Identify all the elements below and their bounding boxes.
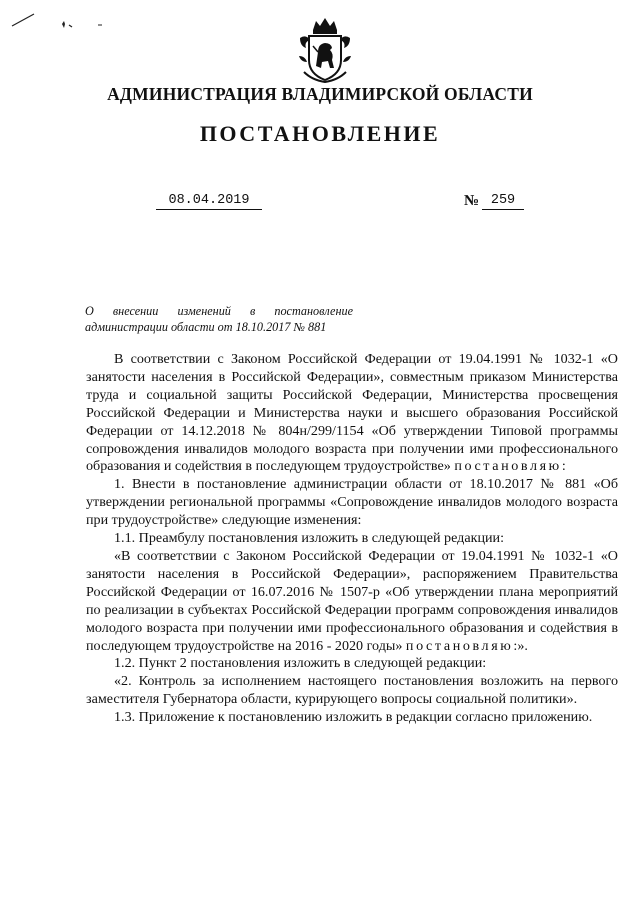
paragraph-item-1-2: 1.2. Пункт 2 постановления изложить в следующей редакции: <box>114 655 487 672</box>
paragraph-preamble <box>86 351 618 476</box>
subject-line-1: О внесении изменений в постановление <box>85 304 353 318</box>
decree-word: постановляю <box>454 458 562 475</box>
handwritten-marks <box>10 8 110 38</box>
preamble-text: В соответствии с Законом Российской Федерации от 19.04.1991 № 1032-1 «О занятости населения в Российской Федерации», совместным приказом Министерства труда и социальной защиты Российской Федерации, Министерства просвещения Российской Федерации и Министерства науки и высшего образования Российской Федерации от 14.12.2018 № 804н/299/1154 «Об утверждении Типовой программы сопровождения инвалидов молодого возраста при получении ими профессионального образования и содействия в последующем трудоустройстве» <box>86 351 618 475</box>
paragraph-control-clause: «2. Контроль за исполнением настоящего постановления возложить на первого заместителя Губернатора области, курирующего вопросы социальной политики». <box>86 673 618 708</box>
document-subject <box>85 304 353 335</box>
coat-of-arms-icon <box>296 16 354 84</box>
paragraph-item-1: 1. Внести в постановление администрации области от 18.10.2017 № 881 «Об утверждении региональной программы «Сопровождение инвалидов молодого возраста при трудоустройстве» следующие изменения: <box>86 476 618 529</box>
subject-line-2: администрации области от 18.10.2017 № 881 <box>85 319 327 334</box>
document-date: 08.04.2019 <box>156 192 262 210</box>
new-preamble-end: :». <box>513 637 528 654</box>
document-number: 259 <box>482 192 524 210</box>
paragraph-new-preamble <box>86 548 618 655</box>
document-body <box>86 351 618 727</box>
paragraph-item-1-1: 1.1. Преамбулу постановления изложить в следующей редакции: <box>114 530 504 547</box>
new-decree-word: постановляю <box>405 637 514 654</box>
new-preamble-text: «В соответствии с Законом Российской Федерации от 19.04.1991 № 1032-1 «О занятости населения в Российской Федерации», распоряжением Правительства Российской Федерации от 16.07.2016 № 1507-р «Об утверждении плана мероприятий по реализации в субъектах Российской Федерации программ сопровождения инвалидов молодого возраста при получении ими профессионального образования и содействия в последующем трудоустройстве на 2016 - 2020 годы» <box>86 547 618 654</box>
document-type-title: ПОСТАНОВЛЕНИЕ <box>199 121 441 146</box>
organization-title: АДМИНИСТРАЦИЯ ВЛАДИМИРСКОЙ ОБЛАСТИ <box>107 84 533 104</box>
number-label: № <box>464 193 480 209</box>
paragraph-item-1-3: 1.3. Приложение к постановлению изложить в редакции согласно приложению. <box>114 709 593 726</box>
preamble-end: : <box>561 458 566 475</box>
